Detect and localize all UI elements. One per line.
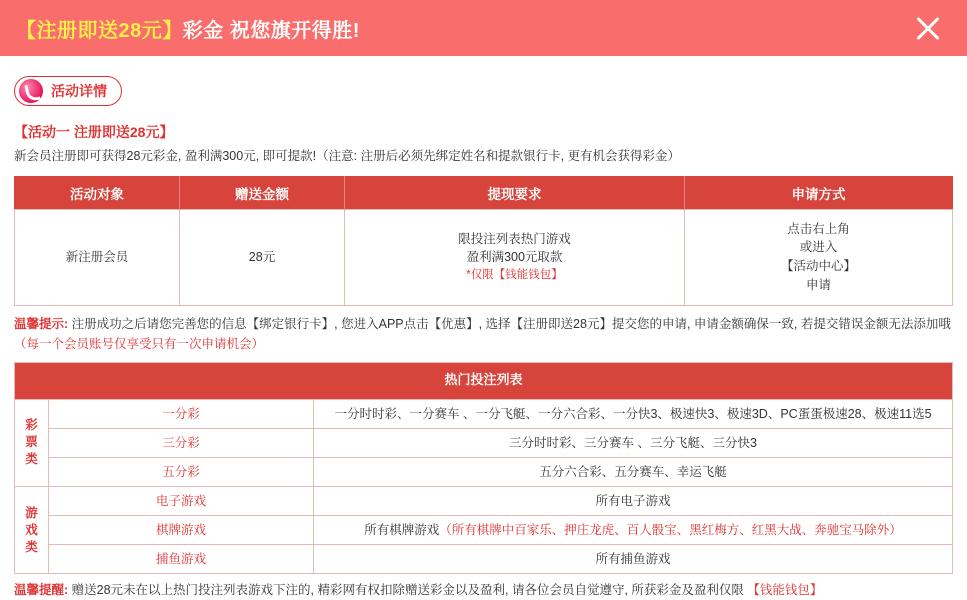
apply-line-4: 申请 [805,277,831,292]
activity-detail-label: 活动详情 [51,83,107,99]
game-name: 棋牌游戏 [49,516,314,545]
game-name: 捕鱼游戏 [49,545,314,574]
game-desc: 五分六合彩、五分赛车、幸运飞艇 [314,457,953,486]
hot-bet-list-table [14,362,953,575]
warm-tip-2-lead: 温馨提醒: [14,583,69,598]
warm-tip-1 [14,314,953,354]
table-row [15,209,953,305]
table-row [15,516,953,545]
page-title [16,14,360,43]
header-banner [0,0,967,56]
table-header-row [15,176,953,209]
game-name: 电子游戏 [49,486,314,515]
warm-tip-2 [14,581,953,600]
apply-line-3: 【活动中心】 [780,259,856,273]
cell-target: 新注册会员 [15,209,180,305]
brand-logo-icon [19,79,43,103]
game-desc: 所有捕鱼游戏 [314,545,953,574]
game-desc: 一分时时彩、一分赛车 、一分飞艇、一分六合彩、一分快3、极速快3、极速3D、PC蛋蛋极速28、极速11选5 [314,399,953,428]
section-title: 【活动一 注册即送28元】 [14,124,174,140]
table-row [15,428,953,457]
table-row [15,486,953,515]
category-games: 游戏类 [15,486,49,573]
game-name: 三分彩 [49,428,314,457]
game-desc: 三分时时彩、三分赛车 、三分飞艇、三分快3 [314,428,953,457]
apply-line-2: 或进入 [799,240,838,255]
game-desc: 所有电子游戏 [314,486,953,515]
activity-detail-badge [14,76,122,106]
cell-apply [685,209,953,305]
table-row [15,457,953,486]
page-title-highlight: 【注册即送28元】 [16,19,183,42]
col-target: 活动对象 [15,176,180,209]
content-area [0,56,967,600]
category-lottery: 彩票类 [15,399,49,486]
col-requirement: 提现要求 [345,176,685,209]
close-icon[interactable] [911,11,945,45]
requirement-line-2: 盈利满300元取款 [466,250,563,265]
requirement-line-1: 限投注列表热门游戏 [458,231,571,246]
game-name: 五分彩 [49,457,314,486]
warm-tip-1-body: 注册成功之后请您完善您的信息【绑定银行卡】, 您进入APP点击【优惠】, 选择【注册即送28元】提交您的申请, 申请金额确保一致, 若提交错误金额无法添加哦 [71,316,951,331]
col-amount: 赠送金额 [180,176,345,209]
cell-requirement [345,209,685,305]
requirement-note: *仅限【钱能钱包】 [466,269,563,282]
activity-table [14,176,953,306]
col-apply: 申请方式 [685,176,953,209]
section-description: 新会员注册即可获得28元彩金, 盈利满300元, 即可提款!（注意: 注册后必须先绑定姓名和提款银行卡, 更有机会获得彩金） [14,149,681,163]
warm-tip-1-lead: 温馨提示: [14,316,69,331]
hot-list-title: 热门投注列表 [15,362,953,399]
cell-amount: 28元 [180,209,345,305]
warm-tip-2-body: 赠送28元未在以上热门投注列表游戏下注的, 精彩网有权扣除赠送彩金以及盈利, 请各位会员自觉遵守, 所获彩金及盈利仅限 [71,583,744,598]
table-row [15,545,953,574]
game-desc: 所有棋牌游戏 [364,523,440,537]
game-desc-row [314,516,953,545]
page-title-rest: 彩金 祝您旗开得胜! [182,19,360,42]
game-desc-exclusion: （所有棋牌中百家乐、押庄龙虎、百人骰宝、黑红梅方、红黑大战、奔驰宝马除外） [439,523,902,537]
game-name: 一分彩 [49,399,314,428]
warm-tip-1-note: （每一个会员账号仅享受只有一次申请机会） [14,336,265,351]
apply-line-1: 点击右上角 [787,221,850,236]
table-row [15,399,953,428]
warm-tip-2-tail: 【钱能钱包】 [747,583,823,598]
hot-list-title-row [15,362,953,399]
